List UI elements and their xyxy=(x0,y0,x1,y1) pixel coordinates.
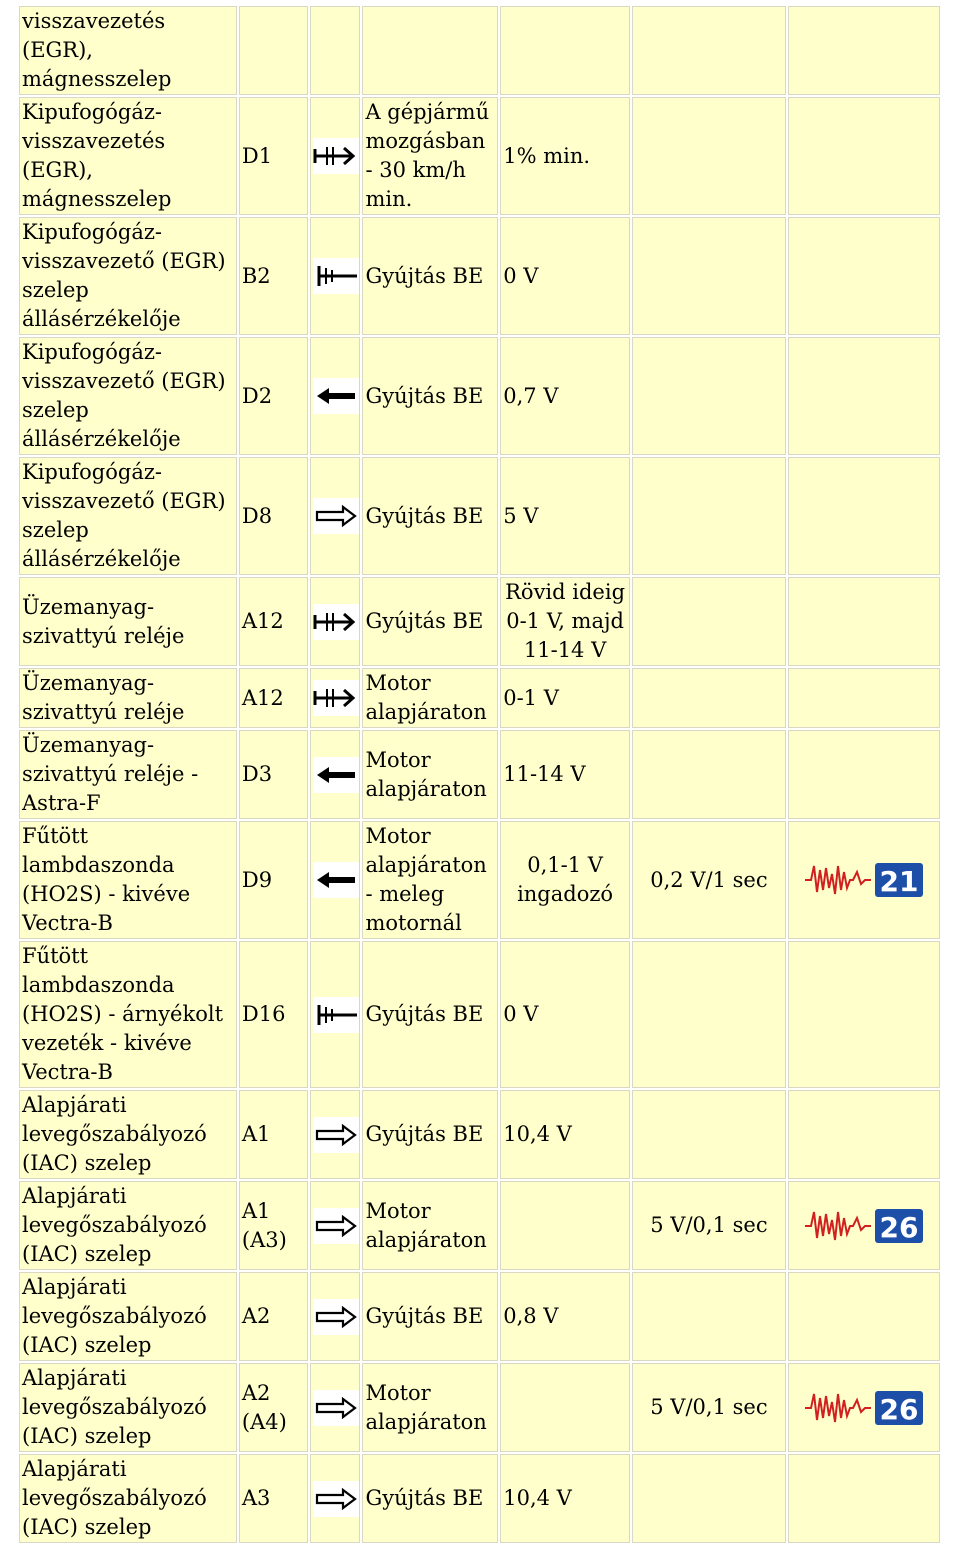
ground-icon xyxy=(313,997,359,1033)
test-condition: Gyújtás BE xyxy=(362,1454,498,1543)
test-condition: Gyújtás BE xyxy=(362,457,498,575)
component-name: Kipufogógáz-visszavezetés (EGR), mágnesszelep xyxy=(19,97,237,215)
scope-setting xyxy=(632,1272,786,1361)
waveform-cell xyxy=(788,457,940,575)
ground-symbol-icon xyxy=(313,258,359,294)
signal-symbol xyxy=(310,577,361,666)
table-row xyxy=(19,821,940,939)
waveform-cell xyxy=(788,821,940,939)
test-condition: Gyújtás BE xyxy=(362,577,498,666)
signal-symbol xyxy=(310,821,361,939)
component-name: visszavezetés (EGR), mágnesszelep xyxy=(19,6,237,95)
input-icon xyxy=(313,757,359,793)
output-arrow-icon xyxy=(313,1481,359,1517)
waveform-cell xyxy=(788,217,940,335)
component-name: Üzemanyag-szivattyú reléje xyxy=(19,668,237,728)
reading-value: 0,1-1 V ingadozó xyxy=(500,821,630,939)
signal-symbol xyxy=(310,1090,361,1179)
output-arrow-icon xyxy=(313,1299,359,1335)
waveform-cell xyxy=(788,1181,940,1270)
output-icon xyxy=(313,498,359,534)
reading-value xyxy=(500,1181,630,1270)
waveform-cell xyxy=(788,577,940,666)
signal-symbol xyxy=(310,668,361,728)
pin-number: D8 xyxy=(239,457,308,575)
pin-number: D2 xyxy=(239,337,308,455)
table-row xyxy=(19,1090,940,1179)
reading-value: 0 V xyxy=(500,941,630,1088)
table-row xyxy=(19,1181,940,1270)
test-condition: Motor alapjáraton - meleg motornál xyxy=(362,821,498,939)
table-row xyxy=(19,730,940,819)
output-signal-icon xyxy=(313,680,359,716)
output-signal-icon xyxy=(313,604,359,640)
test-condition: Gyújtás BE xyxy=(362,217,498,335)
component-name: Alapjárati levegőszabályozó (IAC) szelep xyxy=(19,1181,237,1270)
waveform-thumbnail-icon xyxy=(805,1206,923,1246)
signal-symbol xyxy=(310,337,361,455)
component-name: Üzemanyag-szivattyú reléje xyxy=(19,577,237,666)
waveform-cell xyxy=(788,6,940,95)
test-condition: Motor alapjáraton xyxy=(362,1181,498,1270)
scope-setting xyxy=(632,668,786,728)
output-icon xyxy=(313,1117,359,1153)
signal-symbol xyxy=(310,1454,361,1543)
waveform-cell xyxy=(788,1454,940,1543)
pin-number: A12 xyxy=(239,668,308,728)
waveform-cell xyxy=(788,1272,940,1361)
reading-value: 10,4 V xyxy=(500,1090,630,1179)
scope-setting: 5 V/0,1 sec xyxy=(632,1181,786,1270)
reading-value: 0,8 V xyxy=(500,1272,630,1361)
table-row xyxy=(19,577,940,666)
table-row xyxy=(19,217,940,335)
pin-number: A12 xyxy=(239,577,308,666)
component-name: Alapjárati levegőszabályozó (IAC) szelep xyxy=(19,1272,237,1361)
waveform-cell xyxy=(788,97,940,215)
output-arrow-icon xyxy=(313,498,359,534)
scope-setting xyxy=(632,1090,786,1179)
scope-setting xyxy=(632,217,786,335)
pin-number: A1 (A3) xyxy=(239,1181,308,1270)
waveform-reference-icon xyxy=(805,1388,923,1428)
signal-symbol xyxy=(310,1272,361,1361)
test-condition: Motor alapjáraton xyxy=(362,1363,498,1452)
input-arrow-icon xyxy=(313,862,359,898)
component-name: Alapjárati levegőszabályozó (IAC) szelep xyxy=(19,1363,237,1452)
test-condition: Gyújtás BE xyxy=(362,337,498,455)
reading-value: 1% min. xyxy=(500,97,630,215)
pin-number: A3 xyxy=(239,1454,308,1543)
pin-number: A2 xyxy=(239,1272,308,1361)
waveform-reference-icon xyxy=(805,1206,923,1246)
reading-value: 11-14 V xyxy=(500,730,630,819)
table-row xyxy=(19,457,940,575)
ground-symbol-icon xyxy=(313,997,359,1033)
output-arrow-icon xyxy=(313,1208,359,1244)
table-row xyxy=(19,668,940,728)
waveform-thumbnail-icon xyxy=(805,860,923,900)
scope-setting xyxy=(632,457,786,575)
pin-number: D1 xyxy=(239,97,308,215)
reading-value: 0,7 V xyxy=(500,337,630,455)
input-icon xyxy=(313,378,359,414)
scope-setting xyxy=(632,1454,786,1543)
component-name: Üzemanyag-szivattyú reléje - Astra-F xyxy=(19,730,237,819)
component-name: Fűtött lambdaszonda (HO2S) - kivéve Vectra-B xyxy=(19,821,237,939)
signal-symbol xyxy=(310,730,361,819)
signal-symbol xyxy=(310,941,361,1088)
table-row xyxy=(19,1454,940,1543)
table-row xyxy=(19,6,940,95)
output-icon xyxy=(313,1208,359,1244)
test-condition: Motor alapjáraton xyxy=(362,730,498,819)
pin-number: B2 xyxy=(239,217,308,335)
pin-number: A2 (A4) xyxy=(239,1363,308,1452)
pin-number: A1 xyxy=(239,1090,308,1179)
waveform-number: 26 xyxy=(879,1392,919,1426)
reading-value: 0 V xyxy=(500,217,630,335)
output-arrow-icon xyxy=(313,1117,359,1153)
pin-number: D3 xyxy=(239,730,308,819)
scope-setting xyxy=(632,6,786,95)
waveform-reference-icon xyxy=(805,860,923,900)
waveform-cell xyxy=(788,337,940,455)
scope-setting: 5 V/0,1 sec xyxy=(632,1363,786,1452)
output-signal-icon xyxy=(313,138,359,174)
scope-setting xyxy=(632,337,786,455)
output-icon xyxy=(313,1390,359,1426)
signal-symbol xyxy=(310,457,361,575)
input-arrow-icon xyxy=(313,757,359,793)
pin-number: D16 xyxy=(239,941,308,1088)
test-condition: Gyújtás BE xyxy=(362,941,498,1088)
test-condition: Gyújtás BE xyxy=(362,1090,498,1179)
signal-symbol xyxy=(310,1363,361,1452)
table-row xyxy=(19,1272,940,1361)
reading-value: 5 V xyxy=(500,457,630,575)
component-name: Alapjárati levegőszabályozó (IAC) szelep xyxy=(19,1090,237,1179)
test-condition xyxy=(362,6,498,95)
waveform-number: 26 xyxy=(879,1210,919,1244)
component-name: Fűtött lambdaszonda (HO2S) - árnyékolt vezeték - kivéve Vectra-B xyxy=(19,941,237,1088)
reading-value xyxy=(500,6,630,95)
table-row xyxy=(19,337,940,455)
signal-symbol xyxy=(310,217,361,335)
pinout-table xyxy=(17,4,942,1545)
signal-symbol xyxy=(310,1181,361,1270)
reading-value xyxy=(500,1363,630,1452)
component-name: Kipufogógáz-visszavezető (EGR) szelep állásérzékelője xyxy=(19,457,237,575)
table-row xyxy=(19,97,940,215)
input-arrow-icon xyxy=(313,378,359,414)
scope-setting xyxy=(632,97,786,215)
waveform-cell xyxy=(788,730,940,819)
table-row xyxy=(19,1363,940,1452)
table-row xyxy=(19,941,940,1088)
signal-symbol xyxy=(310,6,361,95)
waveform-cell xyxy=(788,1090,940,1179)
scope-setting xyxy=(632,730,786,819)
output-signal-arrow-icon xyxy=(313,604,359,640)
output-arrow-icon xyxy=(313,1390,359,1426)
waveform-cell xyxy=(788,941,940,1088)
test-condition: Gyújtás BE xyxy=(362,1272,498,1361)
test-condition: A gépjármű mozgásban - 30 km/h min. xyxy=(362,97,498,215)
reading-value: 10,4 V xyxy=(500,1454,630,1543)
reading-value: 0-1 V xyxy=(500,668,630,728)
signal-symbol xyxy=(310,97,361,215)
component-name: Kipufogógáz-visszavezető (EGR) szelep állásérzékelője xyxy=(19,337,237,455)
output-signal-arrow-icon xyxy=(313,680,359,716)
input-icon xyxy=(313,862,359,898)
waveform-thumbnail-icon xyxy=(805,1388,923,1428)
pin-number xyxy=(239,6,308,95)
output-signal-arrow-icon xyxy=(313,138,359,174)
component-name: Alapjárati levegőszabályozó (IAC) szelep xyxy=(19,1454,237,1543)
output-icon xyxy=(313,1299,359,1335)
output-icon xyxy=(313,1481,359,1517)
test-condition: Motor alapjáraton xyxy=(362,668,498,728)
waveform-number: 21 xyxy=(879,865,919,898)
scope-setting: 0,2 V/1 sec xyxy=(632,821,786,939)
waveform-cell xyxy=(788,1363,940,1452)
ground-icon xyxy=(313,258,359,294)
component-name: Kipufogógáz-visszavezető (EGR) szelep állásérzékelője xyxy=(19,217,237,335)
reading-value: Rövid ideig 0-1 V, majd 11-14 V xyxy=(500,577,630,666)
waveform-cell xyxy=(788,668,940,728)
scope-setting xyxy=(632,577,786,666)
scope-setting xyxy=(632,941,786,1088)
pin-number: D9 xyxy=(239,821,308,939)
